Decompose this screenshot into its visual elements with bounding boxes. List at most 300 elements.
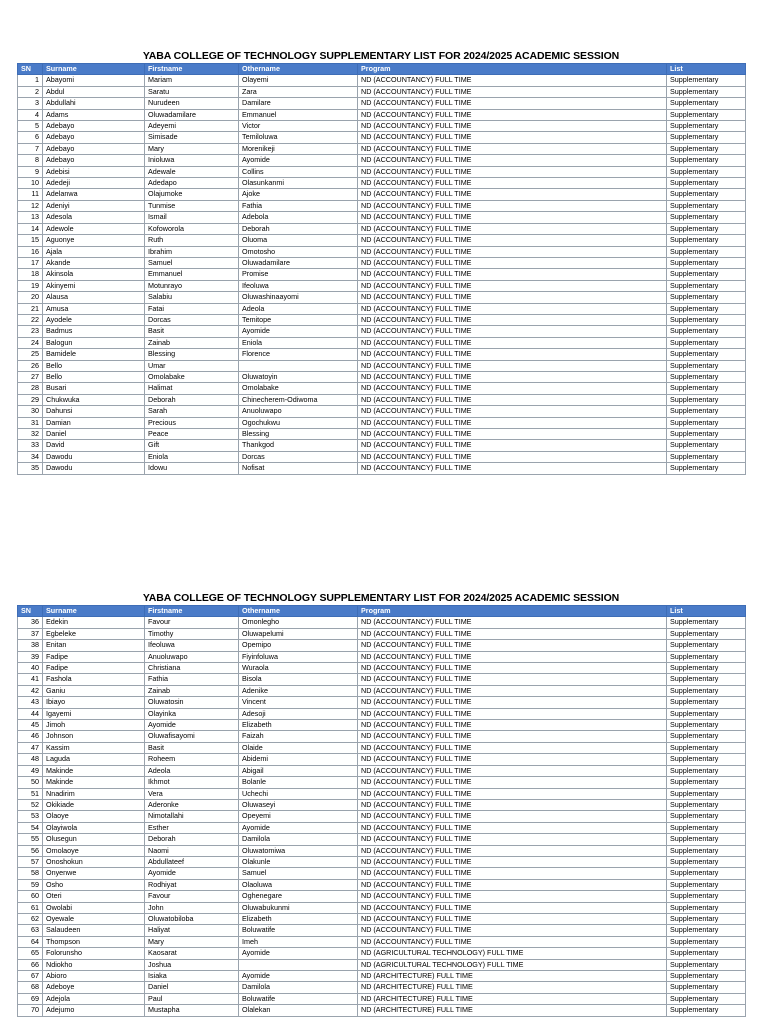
cell-sn: 20	[18, 292, 43, 303]
cell-othername: Oghenegare	[239, 891, 358, 902]
table-row	[18, 856, 746, 867]
cell-othername: Thankgod	[239, 440, 358, 451]
cell-firstname: Oluwafisayomi	[145, 731, 239, 742]
cell-program: ND (ACCOUNTANCY) FULL TIME	[358, 417, 667, 428]
cell-sn: 33	[18, 440, 43, 451]
table-row	[18, 337, 746, 348]
table-row	[18, 959, 746, 970]
cell-firstname: Gift	[145, 440, 239, 451]
cell-list: Supplementary	[667, 788, 746, 799]
cell-sn: 55	[18, 834, 43, 845]
cell-program: ND (ACCOUNTANCY) FULL TIME	[358, 394, 667, 405]
cell-surname: Onoshokun	[43, 856, 145, 867]
table-row	[18, 1005, 746, 1016]
cell-program: ND (ACCOUNTANCY) FULL TIME	[358, 868, 667, 879]
cell-program: ND (ACCOUNTANCY) FULL TIME	[358, 708, 667, 719]
cell-sn: 6	[18, 132, 43, 143]
cell-program: ND (ACCOUNTANCY) FULL TIME	[358, 429, 667, 440]
cell-program: ND (ACCOUNTANCY) FULL TIME	[358, 788, 667, 799]
header-list: List	[667, 606, 746, 617]
cell-surname: Abayomi	[43, 75, 145, 86]
cell-sn: 69	[18, 993, 43, 1004]
cell-othername: Ayomide	[239, 326, 358, 337]
cell-list: Supplementary	[667, 731, 746, 742]
cell-list: Supplementary	[667, 337, 746, 348]
cell-firstname: Ibrahim	[145, 246, 239, 257]
cell-sn: 67	[18, 971, 43, 982]
cell-program: ND (ACCOUNTANCY) FULL TIME	[358, 902, 667, 913]
cell-firstname: Abdullateef	[145, 856, 239, 867]
cell-sn: 11	[18, 189, 43, 200]
table-row	[18, 132, 746, 143]
cell-sn: 16	[18, 246, 43, 257]
cell-program: ND (ACCOUNTANCY) FULL TIME	[358, 463, 667, 474]
table-row	[18, 822, 746, 833]
cell-surname: Adebayo	[43, 143, 145, 154]
cell-sn: 1	[18, 75, 43, 86]
list-sheet-2	[17, 592, 745, 1017]
cell-sn: 64	[18, 936, 43, 947]
cell-firstname: Deborah	[145, 394, 239, 405]
table-row	[18, 440, 746, 451]
table-row	[18, 617, 746, 628]
table-row	[18, 811, 746, 822]
cell-firstname: Favour	[145, 617, 239, 628]
table-row	[18, 417, 746, 428]
table-row	[18, 109, 746, 120]
cell-othername: Elizabeth	[239, 720, 358, 731]
cell-firstname: Paul	[145, 993, 239, 1004]
table-row	[18, 913, 746, 924]
cell-othername: Imeh	[239, 936, 358, 947]
cell-firstname: Joshua	[145, 959, 239, 970]
cell-program: ND (ACCOUNTANCY) FULL TIME	[358, 200, 667, 211]
cell-program: ND (ACCOUNTANCY) FULL TIME	[358, 337, 667, 348]
cell-program: ND (ACCOUNTANCY) FULL TIME	[358, 98, 667, 109]
cell-sn: 25	[18, 349, 43, 360]
cell-othername	[239, 959, 358, 970]
cell-surname: Alausa	[43, 292, 145, 303]
cell-program: ND (ACCOUNTANCY) FULL TIME	[358, 777, 667, 788]
cell-othername: Ogochukwu	[239, 417, 358, 428]
cell-othername: Samuel	[239, 868, 358, 879]
cell-sn: 41	[18, 674, 43, 685]
cell-list: Supplementary	[667, 121, 746, 132]
cell-firstname: Basit	[145, 742, 239, 753]
cell-sn: 28	[18, 383, 43, 394]
cell-surname: Bamidele	[43, 349, 145, 360]
cell-list: Supplementary	[667, 708, 746, 719]
cell-program: ND (ACCOUNTANCY) FULL TIME	[358, 731, 667, 742]
table-row	[18, 212, 746, 223]
cell-sn: 26	[18, 360, 43, 371]
cell-list: Supplementary	[667, 856, 746, 867]
cell-firstname: Adeola	[145, 765, 239, 776]
table-row	[18, 674, 746, 685]
cell-list: Supplementary	[667, 394, 746, 405]
cell-firstname: Motunrayo	[145, 280, 239, 291]
cell-surname: Damian	[43, 417, 145, 428]
cell-sn: 23	[18, 326, 43, 337]
cell-othername: Oluwashinaayomi	[239, 292, 358, 303]
cell-firstname: Mustapha	[145, 1005, 239, 1016]
cell-surname: Abdul	[43, 86, 145, 97]
cell-firstname: Adedapo	[145, 178, 239, 189]
table-row	[18, 121, 746, 132]
header-program: Program	[358, 64, 667, 75]
cell-list: Supplementary	[667, 132, 746, 143]
header-firstname: Firstname	[145, 606, 239, 617]
cell-firstname: Simisade	[145, 132, 239, 143]
list-sheet-1	[17, 50, 745, 475]
cell-othername: Eniola	[239, 337, 358, 348]
cell-program: ND (ACCOUNTANCY) FULL TIME	[358, 925, 667, 936]
cell-surname: Okikiade	[43, 799, 145, 810]
cell-sn: 10	[18, 178, 43, 189]
cell-program: ND (ACCOUNTANCY) FULL TIME	[358, 685, 667, 696]
document-title: YABA COLLEGE OF TECHNOLOGY SUPPLEMENTARY LIST FOR 2024/2025 ACADEMIC SESSION	[142, 50, 620, 62]
cell-firstname: Fatai	[145, 303, 239, 314]
cell-sn: 24	[18, 337, 43, 348]
cell-list: Supplementary	[667, 913, 746, 924]
students-table	[17, 605, 746, 1017]
cell-list: Supplementary	[667, 86, 746, 97]
cell-program: ND (ACCOUNTANCY) FULL TIME	[358, 811, 667, 822]
cell-list: Supplementary	[667, 936, 746, 947]
cell-othername: Oluwaseyi	[239, 799, 358, 810]
table-row	[18, 799, 746, 810]
cell-program: ND (ACCOUNTANCY) FULL TIME	[358, 314, 667, 325]
cell-sn: 27	[18, 371, 43, 382]
cell-list: Supplementary	[667, 109, 746, 120]
table-row	[18, 303, 746, 314]
cell-surname: Nnadirim	[43, 788, 145, 799]
table-row	[18, 788, 746, 799]
cell-list: Supplementary	[667, 720, 746, 731]
table-header-row	[18, 64, 746, 75]
cell-othername: Boluwatife	[239, 925, 358, 936]
cell-firstname: Salabiu	[145, 292, 239, 303]
cell-sn: 8	[18, 155, 43, 166]
cell-sn: 53	[18, 811, 43, 822]
cell-surname: Abioro	[43, 971, 145, 982]
cell-othername: Damilola	[239, 834, 358, 845]
cell-program: ND (ACCOUNTANCY) FULL TIME	[358, 879, 667, 890]
cell-othername: Boluwatife	[239, 993, 358, 1004]
cell-othername: Uchechi	[239, 788, 358, 799]
table-row	[18, 640, 746, 651]
cell-othername: Omonlegho	[239, 617, 358, 628]
cell-othername: Bisola	[239, 674, 358, 685]
cell-program: ND (ACCOUNTANCY) FULL TIME	[358, 166, 667, 177]
cell-othername: Adenike	[239, 685, 358, 696]
cell-sn: 42	[18, 685, 43, 696]
cell-firstname: Mary	[145, 143, 239, 154]
cell-othername: Olalekan	[239, 1005, 358, 1016]
table-row	[18, 731, 746, 742]
cell-firstname: Oluwatobiloba	[145, 913, 239, 924]
cell-firstname: Roheem	[145, 754, 239, 765]
table-row	[18, 246, 746, 257]
cell-program: ND (ACCOUNTANCY) FULL TIME	[358, 280, 667, 291]
cell-othername: Olaoluwa	[239, 879, 358, 890]
cell-othername: Faizah	[239, 731, 358, 742]
cell-surname: Ganiu	[43, 685, 145, 696]
cell-othername: Ayomide	[239, 155, 358, 166]
cell-program: ND (ACCOUNTANCY) FULL TIME	[358, 132, 667, 143]
cell-firstname: Ruth	[145, 235, 239, 246]
cell-sn: 63	[18, 925, 43, 936]
cell-firstname: Basit	[145, 326, 239, 337]
table-row	[18, 143, 746, 154]
cell-list: Supplementary	[667, 628, 746, 639]
cell-program: ND (ACCOUNTANCY) FULL TIME	[358, 640, 667, 651]
cell-sn: 60	[18, 891, 43, 902]
cell-program: ND (ACCOUNTANCY) FULL TIME	[358, 628, 667, 639]
cell-program: ND (ACCOUNTANCY) FULL TIME	[358, 440, 667, 451]
cell-list: Supplementary	[667, 235, 746, 246]
cell-surname: Adeboye	[43, 982, 145, 993]
table-row	[18, 891, 746, 902]
cell-firstname: Daniel	[145, 982, 239, 993]
table-row	[18, 200, 746, 211]
cell-list: Supplementary	[667, 617, 746, 628]
cell-firstname: Vera	[145, 788, 239, 799]
table-row	[18, 326, 746, 337]
cell-othername: Adesoji	[239, 708, 358, 719]
cell-program: ND (ACCOUNTANCY) FULL TIME	[358, 674, 667, 685]
cell-surname: Jimoh	[43, 720, 145, 731]
cell-sn: 47	[18, 742, 43, 753]
cell-surname: Bello	[43, 360, 145, 371]
cell-list: Supplementary	[667, 674, 746, 685]
document-title: YABA COLLEGE OF TECHNOLOGY SUPPLEMENTARY LIST FOR 2024/2025 ACADEMIC SESSION	[142, 592, 620, 604]
cell-sn: 58	[18, 868, 43, 879]
cell-sn: 34	[18, 451, 43, 462]
table-row	[18, 349, 746, 360]
cell-list: Supplementary	[667, 440, 746, 451]
cell-sn: 68	[18, 982, 43, 993]
cell-program: ND (ACCOUNTANCY) FULL TIME	[358, 822, 667, 833]
cell-sn: 70	[18, 1005, 43, 1016]
cell-sn: 4	[18, 109, 43, 120]
table-row	[18, 765, 746, 776]
cell-program: ND (ACCOUNTANCY) FULL TIME	[358, 155, 667, 166]
cell-list: Supplementary	[667, 269, 746, 280]
cell-sn: 13	[18, 212, 43, 223]
cell-program: ND (ACCOUNTANCY) FULL TIME	[358, 936, 667, 947]
table-row	[18, 178, 746, 189]
cell-othername: Adebola	[239, 212, 358, 223]
table-row	[18, 463, 746, 474]
table-body	[18, 617, 746, 1016]
cell-surname: Adebayo	[43, 121, 145, 132]
cell-sn: 66	[18, 959, 43, 970]
cell-surname: David	[43, 440, 145, 451]
cell-list: Supplementary	[667, 777, 746, 788]
table-row	[18, 371, 746, 382]
cell-list: Supplementary	[667, 993, 746, 1004]
cell-firstname: Blessing	[145, 349, 239, 360]
cell-surname: Owolabi	[43, 902, 145, 913]
table-row	[18, 292, 746, 303]
cell-program: ND (ACCOUNTANCY) FULL TIME	[358, 86, 667, 97]
cell-list: Supplementary	[667, 834, 746, 845]
cell-program: ND (AGRICULTURAL TECHNOLOGY) FULL TIME	[358, 959, 667, 970]
table-row	[18, 429, 746, 440]
cell-othername: Nofisat	[239, 463, 358, 474]
cell-program: ND (ARCHITECTURE) FULL TIME	[358, 982, 667, 993]
cell-list: Supplementary	[667, 959, 746, 970]
cell-list: Supplementary	[667, 651, 746, 662]
cell-program: ND (ACCOUNTANCY) FULL TIME	[358, 178, 667, 189]
cell-surname: Omolaoye	[43, 845, 145, 856]
cell-surname: Busari	[43, 383, 145, 394]
cell-program: ND (ACCOUNTANCY) FULL TIME	[358, 742, 667, 753]
cell-program: ND (ACCOUNTANCY) FULL TIME	[358, 212, 667, 223]
cell-surname: Abdullahi	[43, 98, 145, 109]
cell-list: Supplementary	[667, 212, 746, 223]
table-row	[18, 777, 746, 788]
cell-firstname: Zainab	[145, 337, 239, 348]
cell-program: ND (ACCOUNTANCY) FULL TIME	[358, 223, 667, 234]
cell-surname: Adedeji	[43, 178, 145, 189]
cell-sn: 43	[18, 697, 43, 708]
cell-firstname: Nimotallahi	[145, 811, 239, 822]
cell-othername: Collins	[239, 166, 358, 177]
table-body	[18, 75, 746, 474]
cell-firstname: Olayinka	[145, 708, 239, 719]
cell-list: Supplementary	[667, 982, 746, 993]
cell-surname: Adebayo	[43, 132, 145, 143]
cell-othername: Emmanuel	[239, 109, 358, 120]
cell-othername: Oluwadamilare	[239, 257, 358, 268]
cell-sn: 29	[18, 394, 43, 405]
table-row	[18, 189, 746, 200]
table-row	[18, 720, 746, 731]
table-row	[18, 280, 746, 291]
cell-surname: Egbeleke	[43, 628, 145, 639]
cell-firstname: Eniola	[145, 451, 239, 462]
cell-surname: Adebayo	[43, 155, 145, 166]
header-othername: Othername	[239, 64, 358, 75]
cell-othername: Temiloluwa	[239, 132, 358, 143]
cell-firstname: Naomi	[145, 845, 239, 856]
cell-list: Supplementary	[667, 845, 746, 856]
cell-firstname: Nurudeen	[145, 98, 239, 109]
table-row	[18, 166, 746, 177]
table-row	[18, 269, 746, 280]
cell-program: ND (ARCHITECTURE) FULL TIME	[358, 1005, 667, 1016]
cell-sn: 50	[18, 777, 43, 788]
table-row	[18, 834, 746, 845]
cell-firstname: Deborah	[145, 834, 239, 845]
cell-sn: 35	[18, 463, 43, 474]
cell-othername: Ifeoluwa	[239, 280, 358, 291]
cell-program: ND (ACCOUNTANCY) FULL TIME	[358, 765, 667, 776]
cell-sn: 39	[18, 651, 43, 662]
cell-program: ND (ACCOUNTANCY) FULL TIME	[358, 235, 667, 246]
cell-list: Supplementary	[667, 1005, 746, 1016]
cell-program: ND (ACCOUNTANCY) FULL TIME	[358, 371, 667, 382]
cell-othername: Elizabeth	[239, 913, 358, 924]
cell-firstname: Fathia	[145, 674, 239, 685]
cell-sn: 46	[18, 731, 43, 742]
cell-firstname: Adeyemi	[145, 121, 239, 132]
cell-sn: 57	[18, 856, 43, 867]
cell-list: Supplementary	[667, 349, 746, 360]
cell-sn: 56	[18, 845, 43, 856]
cell-surname: Igayemi	[43, 708, 145, 719]
cell-list: Supplementary	[667, 257, 746, 268]
cell-sn: 12	[18, 200, 43, 211]
table-row	[18, 982, 746, 993]
cell-sn: 44	[18, 708, 43, 719]
table-row	[18, 451, 746, 462]
cell-list: Supplementary	[667, 948, 746, 959]
cell-program: ND (ARCHITECTURE) FULL TIME	[358, 971, 667, 982]
cell-firstname: Olajumoke	[145, 189, 239, 200]
cell-program: ND (ACCOUNTANCY) FULL TIME	[358, 246, 667, 257]
table-row	[18, 948, 746, 959]
cell-list: Supplementary	[667, 246, 746, 257]
cell-program: ND (ACCOUNTANCY) FULL TIME	[358, 349, 667, 360]
cell-sn: 38	[18, 640, 43, 651]
cell-othername: Oluoma	[239, 235, 358, 246]
cell-list: Supplementary	[667, 971, 746, 982]
table-row	[18, 742, 746, 753]
cell-list: Supplementary	[667, 178, 746, 189]
cell-sn: 32	[18, 429, 43, 440]
cell-firstname: Rodhiyat	[145, 879, 239, 890]
header-sn: SN	[18, 606, 43, 617]
cell-othername: Oluwapelumi	[239, 628, 358, 639]
cell-firstname: Tunmise	[145, 200, 239, 211]
cell-sn: 15	[18, 235, 43, 246]
cell-sn: 5	[18, 121, 43, 132]
table-row	[18, 971, 746, 982]
cell-surname: Adeniyi	[43, 200, 145, 211]
header-othername: Othername	[239, 606, 358, 617]
cell-list: Supplementary	[667, 697, 746, 708]
cell-othername: Ayomide	[239, 822, 358, 833]
cell-surname: Laguda	[43, 754, 145, 765]
cell-list: Supplementary	[667, 925, 746, 936]
cell-surname: Fashola	[43, 674, 145, 685]
cell-list: Supplementary	[667, 292, 746, 303]
cell-program: ND (ACCOUNTANCY) FULL TIME	[358, 269, 667, 280]
cell-list: Supplementary	[667, 822, 746, 833]
cell-program: ND (ACCOUNTANCY) FULL TIME	[358, 360, 667, 371]
cell-list: Supplementary	[667, 75, 746, 86]
table-row	[18, 902, 746, 913]
cell-firstname: Inioluwa	[145, 155, 239, 166]
cell-list: Supplementary	[667, 200, 746, 211]
cell-firstname: Christiana	[145, 663, 239, 674]
cell-firstname: Mariam	[145, 75, 239, 86]
cell-firstname: Aderonke	[145, 799, 239, 810]
cell-surname: Olusegun	[43, 834, 145, 845]
cell-sn: 62	[18, 913, 43, 924]
cell-program: ND (ACCOUNTANCY) FULL TIME	[358, 651, 667, 662]
cell-sn: 52	[18, 799, 43, 810]
cell-program: ND (ACCOUNTANCY) FULL TIME	[358, 720, 667, 731]
cell-firstname: Oluwadamilare	[145, 109, 239, 120]
cell-sn: 40	[18, 663, 43, 674]
cell-program: ND (ACCOUNTANCY) FULL TIME	[358, 451, 667, 462]
cell-firstname: Ikhmot	[145, 777, 239, 788]
table-row	[18, 868, 746, 879]
